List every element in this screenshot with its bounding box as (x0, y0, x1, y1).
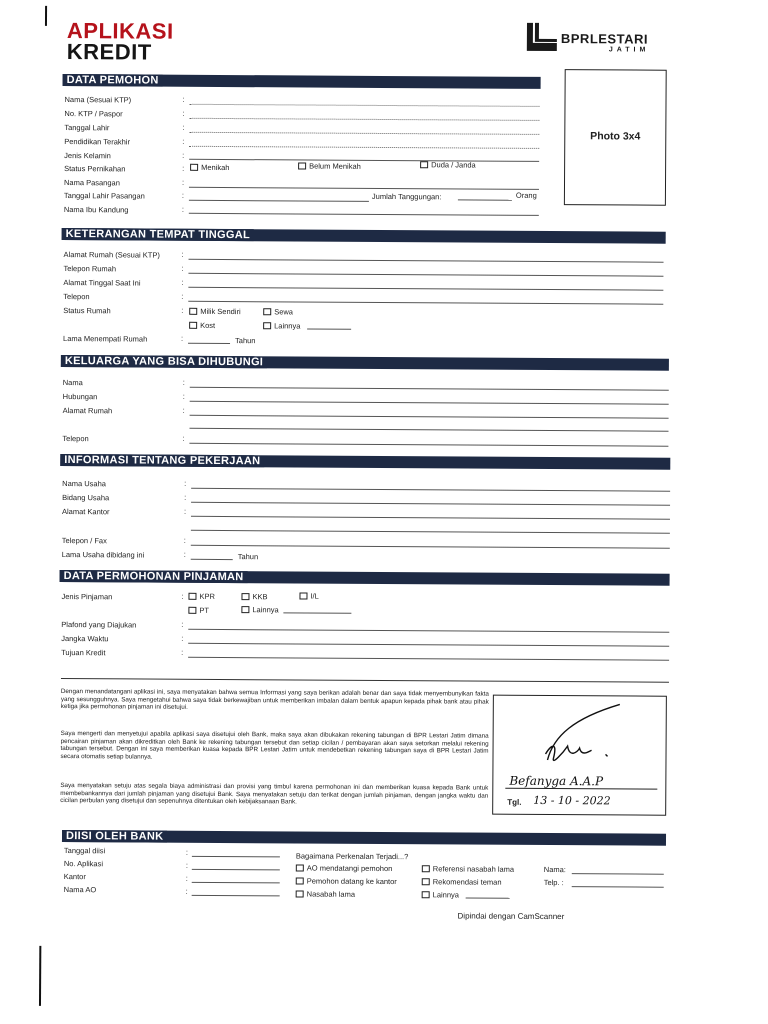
tanggal-lahir-pasangan-input[interactable] (189, 200, 369, 202)
tujuan-kredit-input[interactable] (188, 657, 669, 661)
title-aplikasi: APLIKASI (66, 18, 174, 44)
divider (61, 678, 669, 683)
tahun-label: Tahun (235, 336, 256, 346)
logo-sub: JATIM (608, 46, 650, 54)
ktp-input[interactable] (189, 118, 539, 121)
lama-menempati-input[interactable] (188, 343, 230, 344)
statement-paragraph-1: Dengan menandatangani aplikasi ini, saya menyatakan bahwa semua Informasi yang saya berikan adalah benar dan saya tidak menyembunyikan fakta yang sesungguhnya. Saya mengetahui bahwa saya tidak berkewajiban untuk memberikan imbalan dalam bentuk apapun kepada pihak bank atau pihak ketiga jika permohonan pinjaman ini disetujui. (60, 688, 489, 711)
bank-lainnya-input[interactable] (466, 897, 510, 898)
field-label: Nama (62, 378, 83, 388)
field-label: Alamat Tinggal Saat Ini (63, 278, 141, 288)
status-belum-menikah-checkbox[interactable]: Belum Menikah (298, 161, 361, 170)
field-label: Nama AO (63, 885, 97, 895)
field-label: Status Rumah (63, 306, 111, 316)
ref-telp-label: Telp. : (543, 877, 564, 888)
tahun-label: Tahun (237, 552, 259, 562)
photo-box[interactable] (564, 69, 667, 206)
pinjaman-il-checkbox[interactable]: I/L (299, 591, 318, 600)
jangka-waktu-input[interactable] (188, 643, 669, 647)
bank-lainnya-checkbox[interactable]: Lainnya (422, 890, 459, 899)
rumah-kost-checkbox[interactable]: Kost (189, 321, 215, 330)
field-label: Tanggal diisi (63, 846, 106, 856)
pemohon-datang-checkbox[interactable]: Pemohon datang ke kantor (296, 876, 397, 886)
section-title: KELUARGA YANG BISA DIHUBUNGI (61, 355, 267, 368)
ao-mendatangi-checkbox[interactable]: AO mendatangi pemohon (296, 863, 393, 873)
photo-label: Photo 3x4 (590, 130, 641, 143)
title-kredit: KREDIT (66, 39, 152, 65)
bank-logo (523, 19, 663, 60)
field-label: Kantor (63, 872, 86, 882)
keluarga-alamat-input[interactable] (190, 415, 669, 419)
field-label: Pendidikan Terakhir (64, 137, 131, 147)
field-label: Jenis Pinjaman (61, 592, 113, 602)
perkenalan-question: Bagaimana Perkenalan Terjadi...? (295, 851, 409, 862)
ref-telp-input[interactable] (572, 886, 664, 888)
signature-box[interactable] (492, 695, 667, 816)
logo-name: BPRLESTARI (560, 31, 649, 47)
signature-scribble-icon (493, 696, 665, 777)
pinjaman-lainnya-input[interactable] (283, 612, 351, 613)
section-title: KETERANGAN TEMPAT TINGGAL (62, 228, 254, 241)
field-label: Bidang Usaha (62, 493, 110, 503)
ref-nama-label: Nama: (543, 864, 566, 875)
section-title: INFORMASI TENTANG PEKERJAAN (60, 454, 264, 467)
section-header-keluarga (61, 355, 669, 371)
nama-ibu-input[interactable] (189, 213, 539, 216)
jenis-kelamin-input[interactable] (189, 159, 539, 162)
nama-input[interactable] (189, 104, 539, 107)
field-label: Nama Usaha (62, 479, 106, 489)
field-label: Hubungan (62, 392, 98, 402)
referensi-nasabah-checkbox[interactable]: Referensi nasabah lama (422, 864, 514, 874)
field-label: Nama Pasangan (63, 178, 120, 188)
bidang-usaha-input[interactable] (191, 502, 670, 506)
rumah-lainnya-input[interactable] (307, 329, 351, 330)
pinjaman-pt-checkbox[interactable]: PT (188, 606, 209, 615)
pinjaman-lainnya-checkbox[interactable]: Lainnya (241, 605, 278, 614)
field-label: Alamat Rumah (Sesuai KTP) (63, 250, 160, 260)
alamat-tinggal-input[interactable] (188, 287, 663, 291)
field-label: Tanggal Lahir Pasangan (63, 191, 145, 201)
rumah-milik-sendiri-checkbox[interactable]: Milik Sendiri (189, 307, 240, 316)
signature-date: 13 - 10 - 2022 (533, 793, 611, 808)
field-label: Nama (Sesuai KTP) (64, 95, 132, 105)
alamat-kantor-input[interactable] (191, 516, 670, 520)
pinjaman-kpr-checkbox[interactable]: KPR (188, 592, 214, 601)
pinjaman-kkb-checkbox[interactable]: KKB (241, 592, 267, 601)
keluarga-nama-input[interactable] (190, 387, 669, 391)
rumah-lainnya-checkbox[interactable]: Lainnya (263, 321, 300, 330)
field-label: Alamat Rumah (62, 406, 113, 416)
keluarga-telepon-input[interactable] (189, 443, 668, 447)
field-label: Nama Ibu Kandung (63, 205, 129, 215)
tgl-label: Tgl. (507, 797, 522, 807)
statement-paragraph-3: Saya menyatakan setuju atas segala biaya administrasi dan provisi yang timbul karena permohonan ini dan memberikan kuasa kepada Bank untuk membebankannya dari jumlah pinjaman yang disetujui Bank. Saya menyatakan setuju dan terikat dengan jumlah pinjaman, dengan jangka waktu dan cicilan perbulan yang disetujui dan sepenuhnya ditentukan oleh kebijaksanaan Bank. (60, 782, 489, 806)
signature-line (505, 788, 657, 790)
field-label: Alamat Kantor (61, 507, 110, 517)
no-aplikasi-input[interactable] (192, 869, 280, 871)
section-title: DATA PERMOHONAN PINJAMAN (60, 570, 248, 583)
logo-mark-icon (523, 21, 559, 55)
section-header-pemohon (63, 74, 541, 89)
nama-ao-input[interactable] (192, 895, 280, 897)
telepon-input[interactable] (188, 301, 663, 305)
field-label: Jangka Waktu (61, 634, 109, 644)
field-label: Telepon (63, 292, 90, 302)
rekomendasi-teman-checkbox[interactable]: Rekomendasi teman (422, 877, 502, 886)
ref-nama-input[interactable] (572, 873, 664, 875)
field-label: Jenis Kelamin (64, 151, 111, 161)
section-title: DIISI OLEH BANK (62, 830, 167, 843)
status-duda-janda-checkbox[interactable]: Duda / Janda (420, 160, 476, 169)
field-label: Lama Usaha dibidang ini (61, 550, 145, 560)
field-label: Tanggal Lahir (64, 123, 110, 133)
tanggal-lahir-input[interactable] (189, 132, 539, 135)
telepon-fax-input[interactable] (191, 545, 670, 549)
tanggal-diisi-input[interactable] (192, 856, 280, 858)
field-label: Telepon Rumah (63, 264, 117, 274)
section-title: DATA PEMOHON (63, 74, 163, 87)
jumlah-tanggungan-input[interactable] (458, 199, 512, 200)
status-menikah-checkbox[interactable]: Menikah (190, 163, 229, 172)
field-label: Plafond yang Diajukan (61, 620, 137, 630)
field-label: Lama Menempati Rumah (63, 334, 148, 344)
scan-edge (39, 946, 41, 1006)
jumlah-tanggungan-label: Jumlah Tanggungan: (371, 191, 442, 202)
statement-paragraph-2: Saya mengerti dan menyetujui apabila aplikasi saya disetujui oleh Bank, maka saya akan dibukakan rekening tabungan di BPR Lestari Jatim dimana pencairan pinjaman akan dikreditkan oleh Bank ke rekening tabungan tersebut dan setiap cicilan / pembayaran akan saya setorkan melalui rekening tabungan tersebut. Dengan ini saya memberikan kuasa kepada BPR Lestari Jatim untuk mendebetkan rekening tabungan saya di BPR Lestari Jatim secara otomatis setiap bulannya. (60, 730, 489, 761)
scan-edge (45, 6, 47, 26)
alamat-ktp-input[interactable] (189, 259, 664, 263)
field-label: Telepon / Fax (61, 536, 107, 546)
nama-usaha-input[interactable] (191, 488, 670, 492)
kantor-input[interactable] (192, 882, 280, 884)
rumah-sewa-checkbox[interactable]: Sewa (263, 307, 293, 316)
section-header-tinggal (62, 228, 666, 244)
pendidikan-input[interactable] (189, 146, 539, 149)
keluarga-hubungan-input[interactable] (190, 401, 669, 405)
plafond-input[interactable] (188, 629, 669, 633)
telepon-rumah-input[interactable] (188, 273, 663, 277)
alamat-kantor-input-2[interactable] (191, 530, 670, 534)
field-label: No. KTP / Paspor (64, 109, 123, 119)
section-header-pinjaman (60, 570, 670, 586)
nama-pasangan-input[interactable] (189, 187, 539, 190)
orang-label: Orang (515, 190, 537, 200)
nasabah-lama-checkbox[interactable]: Nasabah lama (296, 889, 355, 898)
camscanner-watermark: Dipindai dengan CamScanner (457, 911, 565, 922)
signature-name: Befanyga A.A.P (509, 773, 604, 789)
field-label: No. Aplikasi (63, 859, 104, 869)
keluarga-alamat-input-2[interactable] (190, 428, 669, 432)
form-page: APLIKASI KREDIT BPRLESTARI JATIM DATA PEMOHON Photo 3x4 Nama (Sesuai KTP) No. KTP / Paspor Tanggal Lahir Pendidikan Terakhir Jenis Kelamin Status Pernikahan Nama Pasangan Tanggal Lahir Pasangan Nama Ibu Kandung : : : : : : : : : Menikah Belum Menikah Duda / Janda Jumlah Tanggungan: Orang KETERANGAN TEMPAT TINGGAL Alamat Rumah (Sesuai KTP) Telepon Rumah Alamat Tinggal Saat Ini Telepon Status Rumah Lama Menempati Rumah : : : : : : Milik Sendiri Sewa Kost Lainnya Tahun KELUARGA YANG BISA DIHUBUNGI Nama Hubungan Alamat Rumah Telepon : : : : INFORMASI TENTANG PEKERJAAN Nama Usaha Bidang Usaha Alamat Kantor Telepon / Fax Lama Usaha dibidang ini : : : : : Tahun DATA PERMOHONAN PINJAMAN Jenis Pinjaman Plafond yang Diajukan Jangka Waktu Tujuan Kredit : : : : KPR KKB I/L PT Lainnya Dengan menandatangani aplikasi ini, saya menyatakan bahwa semua Informasi yang saya berikan adalah benar dan saya tidak menyembunyikan fakta yang sesungguhnya. Saya mengetahui bahwa saya tidak berkewajiban untuk memberikan imbalan dalam bentuk apapun kepada pihak bank atau pihak ketiga jika permohonan pinjaman ini disetujui. Saya mengerti dan menyetujui apabila aplikasi saya disetujui oleh Bank, maka saya akan dibukakan rekening tabungan di BPR Lestari Jatim dimana pencairan pinjaman akan dikreditkan oleh Bank ke rekening tabungan tersebut dan setiap cicilan / pembayaran akan saya setorkan melalui rekening tabungan tersebut. Dengan ini saya memberikan kuasa kepada BPR Lestari Jatim untuk mendebetkan rekening tabungan saya di BPR Lestari Jatim secara otomatis setiap bulannya. Saya menyatakan setuju atas segala biaya administrasi dan provisi yang timbul karena permohonan ini dan memberikan kuasa kepada Bank untuk membebankannya dari jumlah pinjaman yang disetujui Bank. Saya menyatakan setuju dan terikat dengan jumlah pinjaman, dengan jangka waktu dan cicilan perbulan yang disetujui dan sepenuhnya ditentukan oleh kebijaksanaan Bank. Befanyga A.A.P Tgl. 13 - 10 - 2022 DIISI OLEH BANK Tanggal diisi No. Aplikasi Kantor Nama AO : : : : Bagaimana Perkenalan Terjadi...? AO mendatangi pemohon Referensi nasabah lama Pemohon datang ke kantor Rekomendasi teman Nasabah lama Lainnya Nama: Telp. : Dipindai dengan CamScanner (19, 6, 753, 1018)
section-header-bank (62, 830, 666, 846)
field-label: Telepon (62, 434, 89, 444)
field-label: Status Pernikahan (64, 164, 126, 174)
lama-usaha-input[interactable] (191, 559, 233, 560)
field-label: Tujuan Kredit (61, 648, 106, 658)
section-header-pekerjaan (60, 454, 670, 470)
